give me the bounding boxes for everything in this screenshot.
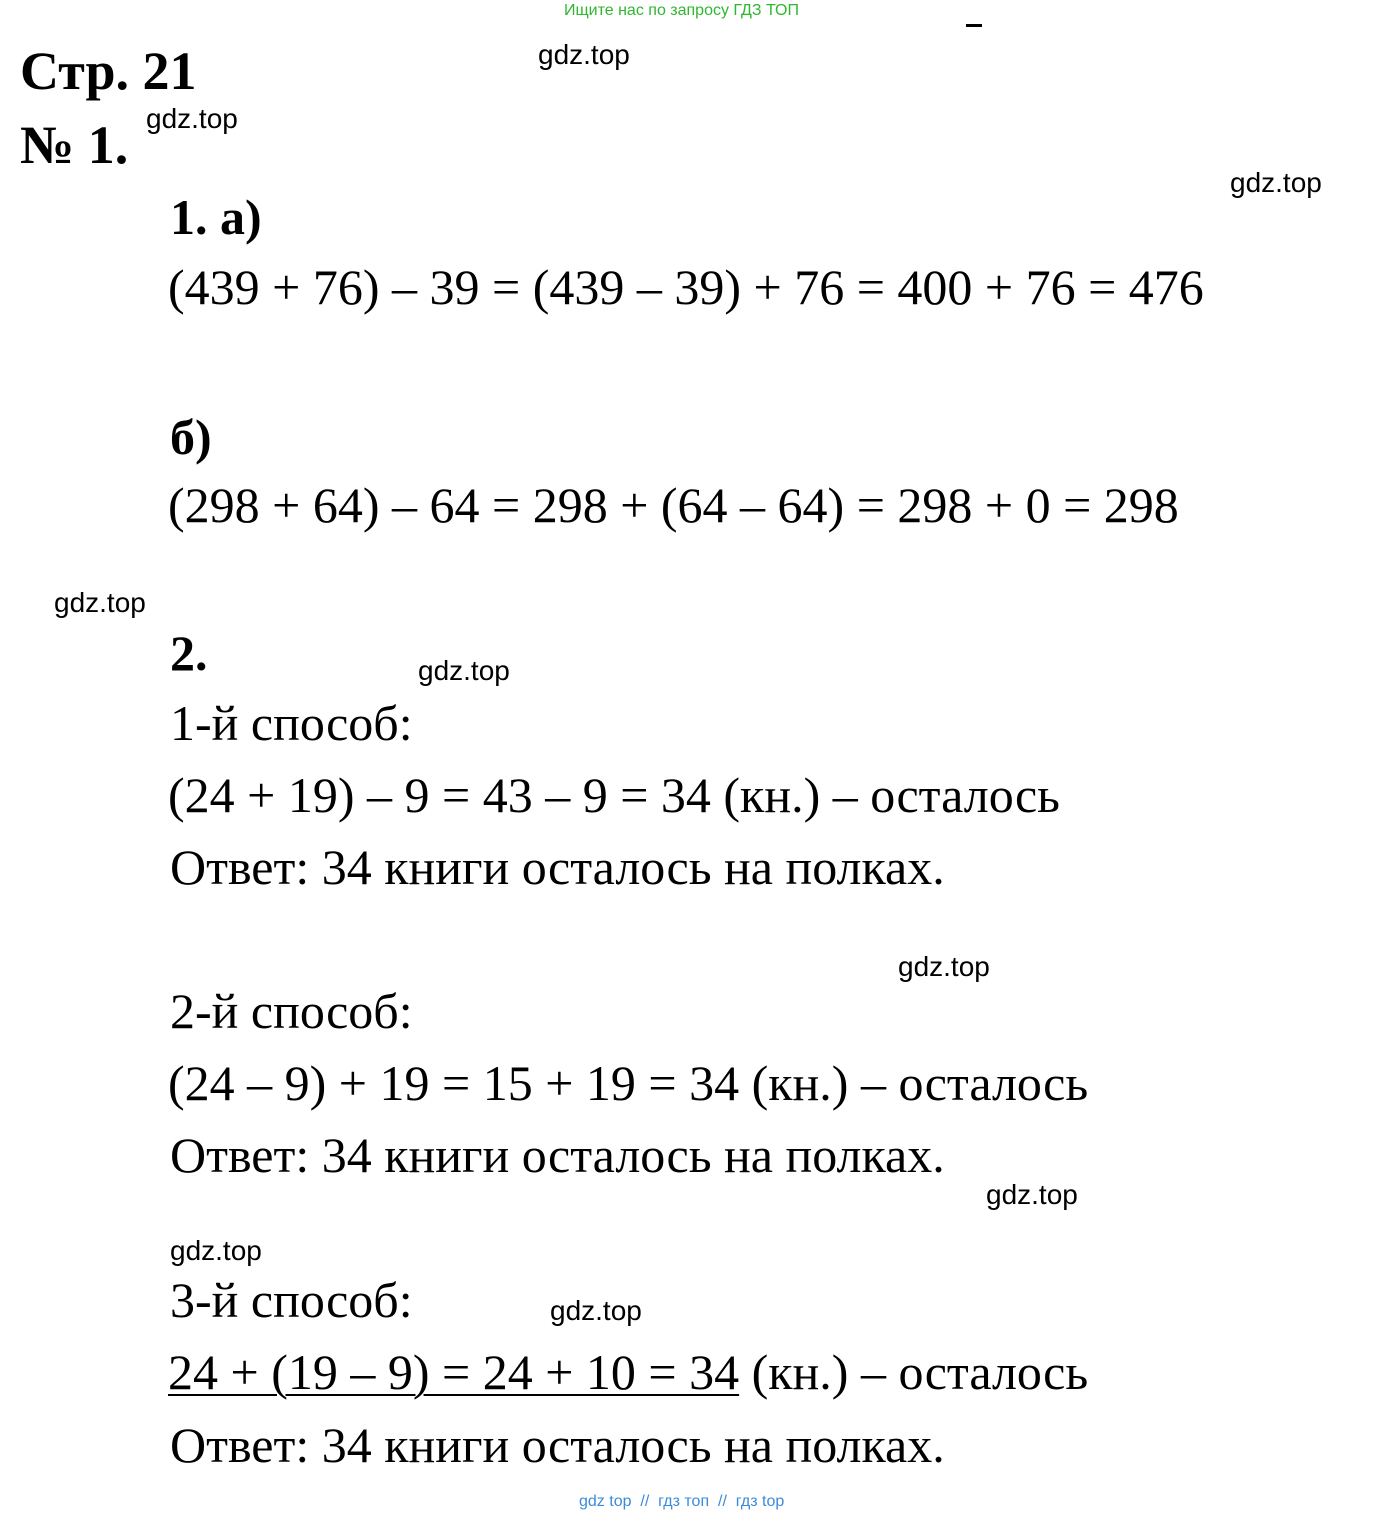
watermark: gdz.top bbox=[146, 103, 238, 134]
watermark: gdz.top bbox=[538, 39, 630, 70]
method-expression bbox=[168, 1344, 1089, 1400]
part1-expression-a: (439 + 76) – 39 = (439 – 39) + 76 = 400 + 76 = 476 bbox=[168, 259, 1204, 315]
method-expression: (24 – 9) + 19 = 15 + 19 = 34 (кн.) – осталось bbox=[168, 1055, 1089, 1111]
watermark: gdz.top bbox=[418, 655, 510, 686]
method-answer: Ответ: 34 книги осталось на полках. bbox=[170, 839, 945, 895]
method-answer: Ответ: 34 книги осталось на полках. bbox=[170, 1417, 945, 1473]
watermark: gdz.top bbox=[1230, 167, 1322, 198]
part1-label-a: 1. а) bbox=[170, 189, 262, 245]
part1-label-b: б) bbox=[170, 409, 212, 465]
method-answer: Ответ: 34 книги осталось на полках. bbox=[170, 1127, 945, 1183]
method-title: 2-й способ: bbox=[170, 983, 413, 1039]
watermark: gdz.top bbox=[170, 1235, 262, 1266]
watermark: gdz.top bbox=[54, 587, 146, 618]
part2-label: 2. bbox=[170, 625, 208, 681]
expression-tail: (кн.) – осталось bbox=[751, 1344, 1089, 1400]
stray-dash-mark bbox=[966, 24, 982, 27]
watermark: gdz.top bbox=[898, 951, 990, 982]
part1-expression-b: (298 + 64) – 64 = 298 + (64 – 64) = 298 + 0 = 298 bbox=[168, 477, 1179, 533]
method-expression: (24 + 19) – 9 = 43 – 9 = 34 (кн.) – осталось bbox=[168, 767, 1060, 823]
page-title: Стр. 21 bbox=[20, 41, 197, 101]
watermark: gdz.top bbox=[550, 1295, 642, 1326]
watermark: gdz.top bbox=[986, 1179, 1078, 1210]
task-number: № 1. bbox=[20, 115, 129, 175]
footer-note: gdz top // гдз топ // гдз top bbox=[579, 1493, 785, 1510]
method-title: 3-й способ: bbox=[170, 1272, 413, 1328]
underlined-expression: 24 + (19 – 9) = 24 + 10 = 34 bbox=[168, 1344, 740, 1400]
top-search-note: Ищите нас по запросу ГДЗ ТОП bbox=[564, 2, 799, 19]
method-title: 1-й способ: bbox=[170, 695, 413, 751]
